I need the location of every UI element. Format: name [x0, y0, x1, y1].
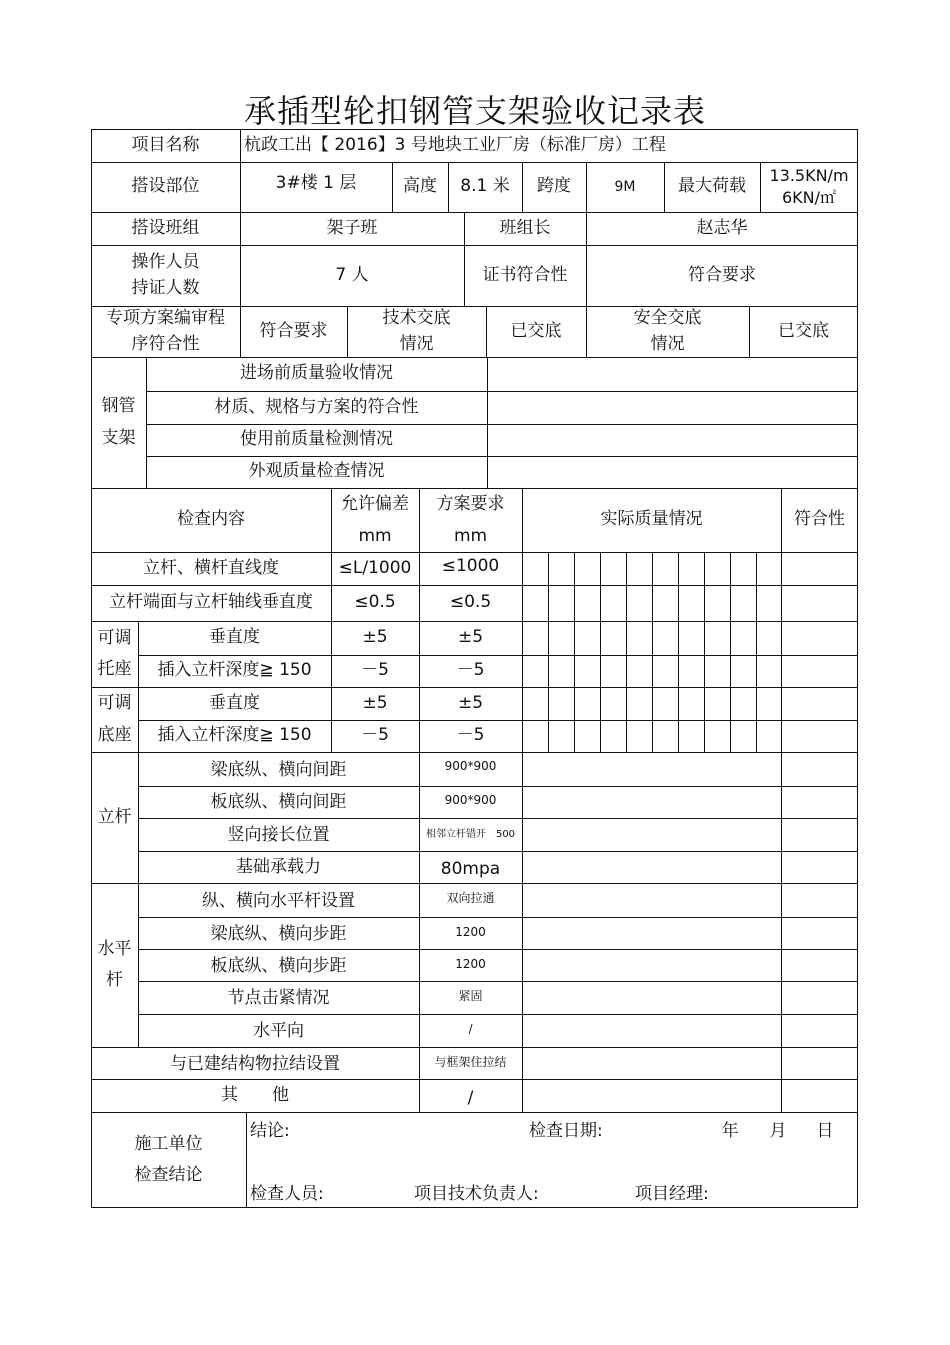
- horizontal-bar-item-label: 节点击紧情况: [227, 988, 330, 1009]
- grid-line: [781, 488, 782, 1112]
- vertical-pole-item-value: 相邻立杆错开 500: [425, 829, 516, 840]
- construction-unit-line: 施工单位: [134, 1133, 203, 1154]
- conformity-header: 符合性: [794, 509, 845, 530]
- inspection-date-label: 检查日期:: [529, 1121, 603, 1142]
- date-day: 日: [816, 1121, 834, 1142]
- grid-line: [704, 552, 705, 752]
- grid-line: [600, 552, 601, 752]
- horizontal-bar-group-line: 水平: [97, 938, 132, 959]
- vertical-pole-item-value: 900*900: [444, 793, 497, 807]
- horizontal-bar-group-label: [91, 883, 138, 1047]
- vertical-pole-item-label: 竖向接长位置: [227, 825, 330, 846]
- steel-pipe-group-line: 支架: [101, 427, 136, 448]
- tolerance-header: [331, 488, 419, 552]
- horizontal-bar-item-value: 1200: [455, 924, 486, 939]
- max-load-line: 6KN/㎡: [781, 188, 837, 207]
- project-manager-label: 项目经理:: [635, 1184, 709, 1205]
- construction-unit-label: [91, 1112, 246, 1208]
- tech-briefing-value: 已交底: [510, 320, 562, 341]
- plan-requirement-header-line: 方案要求: [436, 493, 505, 514]
- base-support-insert-tolerance: －5: [361, 725, 389, 746]
- straightness-label: 立杆、横杆直线度: [143, 557, 279, 578]
- structure-tie-label: 与已建结构物拉结设置: [170, 1053, 340, 1074]
- page-title: 承插型轮扣钢管支架验收记录表: [243, 92, 706, 130]
- plan-requirement-header-line: mm: [453, 526, 488, 546]
- top-support-vertical-plan: ±5: [457, 627, 484, 648]
- grid-line: [756, 552, 757, 752]
- vertical-pole-item-label: 梁底纵、横向间距: [210, 760, 347, 781]
- steel-pipe-group-label: [91, 357, 146, 488]
- span-value: 9M: [614, 178, 636, 195]
- conclusion-label: 结论:: [250, 1121, 290, 1142]
- top-support-group-line: 托座: [97, 659, 132, 679]
- operators-label-line: 持证人数: [131, 277, 200, 298]
- project-name-value: 杭政工出【 2016】3 号地块工业厂房（标准厂房）工程: [244, 134, 666, 155]
- top-support-insert-tolerance: －5: [361, 660, 389, 681]
- others-value: /: [467, 1087, 474, 1108]
- location-value: 3#楼 1 层: [275, 173, 357, 194]
- vertical-pole-item-value: 900*900: [444, 759, 497, 773]
- tech-briefing-label: [347, 306, 486, 357]
- team-leader-value: 赵志华: [696, 217, 748, 238]
- tolerance-header-line: mm: [358, 526, 392, 546]
- horizontal-bar-item-value: 双向拉通: [446, 890, 495, 905]
- inspector-label: 检查人员:: [250, 1184, 324, 1205]
- plan-review-label-line: 专项方案编审程: [106, 308, 225, 328]
- plan-requirement-header: [419, 488, 522, 552]
- location-label: 搭设部位: [131, 176, 200, 197]
- base-support-vertical-plan: ±5: [457, 692, 484, 713]
- steel-pipe-group-line: 钢管: [101, 396, 136, 417]
- safety-briefing-label-line: 安全交底: [633, 308, 702, 328]
- grid-line: [246, 1112, 247, 1208]
- base-support-insert-plan: －5: [456, 725, 485, 746]
- base-support-group-line: 可调: [97, 693, 132, 714]
- horizontal-bar-item-value: 紧固: [458, 989, 483, 1003]
- top-support-group-label: [91, 621, 138, 687]
- straightness-tolerance: ≤L/1000: [338, 557, 412, 578]
- top-support-vertical-tolerance: ±5: [362, 627, 388, 648]
- horizontal-bar-item-label: 纵、横向水平杆设置: [202, 890, 355, 911]
- horizontal-bar-group-line: 杆: [106, 970, 123, 990]
- structure-tie-value: 与框架住拉结: [434, 1054, 507, 1069]
- grid-line: [730, 552, 731, 752]
- date-month: 月: [769, 1121, 787, 1142]
- steel-pipe-item: 使用前质量检测情况: [240, 429, 393, 450]
- steel-pipe-item: 材质、规格与方案的符合性: [214, 396, 419, 417]
- top-support-group-line: 可调: [97, 627, 132, 648]
- base-support-group-label: [91, 687, 138, 752]
- end-verticality-tolerance: ≤0.5: [354, 592, 396, 613]
- steel-pipe-item: 进场前质量验收情况: [240, 363, 393, 384]
- grid-line: [626, 552, 627, 752]
- check-content-header: 检查内容: [177, 509, 245, 530]
- base-support-group-line: 底座: [97, 724, 132, 745]
- tech-briefing-label-line: 技术交底: [382, 308, 451, 328]
- vertical-pole-group-label: 立杆: [97, 806, 132, 827]
- safety-briefing-label: [586, 306, 749, 357]
- max-load-line: 13.5KN/m: [769, 166, 849, 186]
- height-label: 高度: [403, 176, 437, 197]
- base-support-insert-label: 插入立杆深度≧ 150: [157, 725, 312, 746]
- base-support-vertical-tolerance: ±5: [362, 692, 388, 713]
- date-year: 年: [721, 1121, 739, 1142]
- grid-line: [522, 488, 523, 1112]
- certificate-label: 证书符合性: [482, 264, 568, 285]
- grid-line: [652, 552, 653, 752]
- base-support-vertical-label: 垂直度: [209, 692, 260, 713]
- plan-review-label: [91, 306, 240, 357]
- top-support-vertical-label: 垂直度: [209, 627, 260, 648]
- tolerance-header-line: 允许偏差: [341, 493, 409, 514]
- vertical-pole-item-value: 80mpa: [440, 859, 501, 880]
- team-value: 架子班: [326, 217, 378, 238]
- end-verticality-label: 立杆端面与立杆轴线垂直度: [109, 592, 313, 613]
- end-verticality-plan: ≤0.5: [449, 592, 492, 613]
- grid-line: [678, 552, 679, 752]
- straightness-plan: ≤1000: [441, 556, 500, 577]
- actual-quality-header: 实际质量情况: [600, 509, 703, 530]
- tech-lead-label: 项目技术负责人:: [414, 1184, 539, 1205]
- max-load-value: [760, 162, 858, 212]
- vertical-pole-item-label: 基础承载力: [236, 857, 321, 878]
- horizontal-bar-item-value: 1200: [455, 956, 486, 971]
- plan-review-label-line: 序符合性: [131, 333, 200, 354]
- team-leader-label: 班组长: [499, 217, 551, 238]
- grid-line: [138, 851, 858, 852]
- horizontal-bar-item-label: 板底纵、横向步距: [210, 955, 347, 976]
- plan-review-value: 符合要求: [259, 320, 328, 341]
- operators-value: 7 人: [335, 264, 369, 285]
- top-support-insert-label: 插入立杆深度≧ 150: [157, 660, 312, 681]
- operators-label: [91, 245, 240, 306]
- safety-briefing-value: 已交底: [778, 320, 829, 341]
- grid-line: [548, 552, 549, 752]
- span-label: 跨度: [537, 176, 571, 197]
- operators-label-line: 操作人员: [131, 252, 200, 272]
- team-label: 搭设班组: [131, 217, 200, 238]
- safety-briefing-label-line: 情况: [650, 333, 685, 354]
- max-load-label: 最大荷载: [678, 176, 746, 197]
- construction-unit-line: 检查结论: [134, 1165, 203, 1185]
- height-value: 8.1 米: [460, 176, 510, 197]
- project-name-label: 项目名称: [131, 134, 200, 155]
- horizontal-bar-item-label: 梁底纵、横向步距: [210, 923, 347, 944]
- certificate-value: 符合要求: [688, 264, 756, 285]
- horizontal-bar-item-label: 水平向: [253, 1021, 304, 1042]
- horizontal-bar-item-value: /: [468, 1022, 473, 1036]
- vertical-pole-item-label: 板底纵、横向间距: [210, 792, 347, 813]
- steel-pipe-item: 外观质量检查情况: [248, 461, 385, 482]
- others-label: 其 他: [221, 1084, 289, 1105]
- grid-line: [487, 357, 488, 488]
- top-support-insert-plan: －5: [456, 660, 485, 681]
- grid-line: [574, 552, 575, 752]
- tech-briefing-label-line: 情况: [399, 333, 434, 354]
